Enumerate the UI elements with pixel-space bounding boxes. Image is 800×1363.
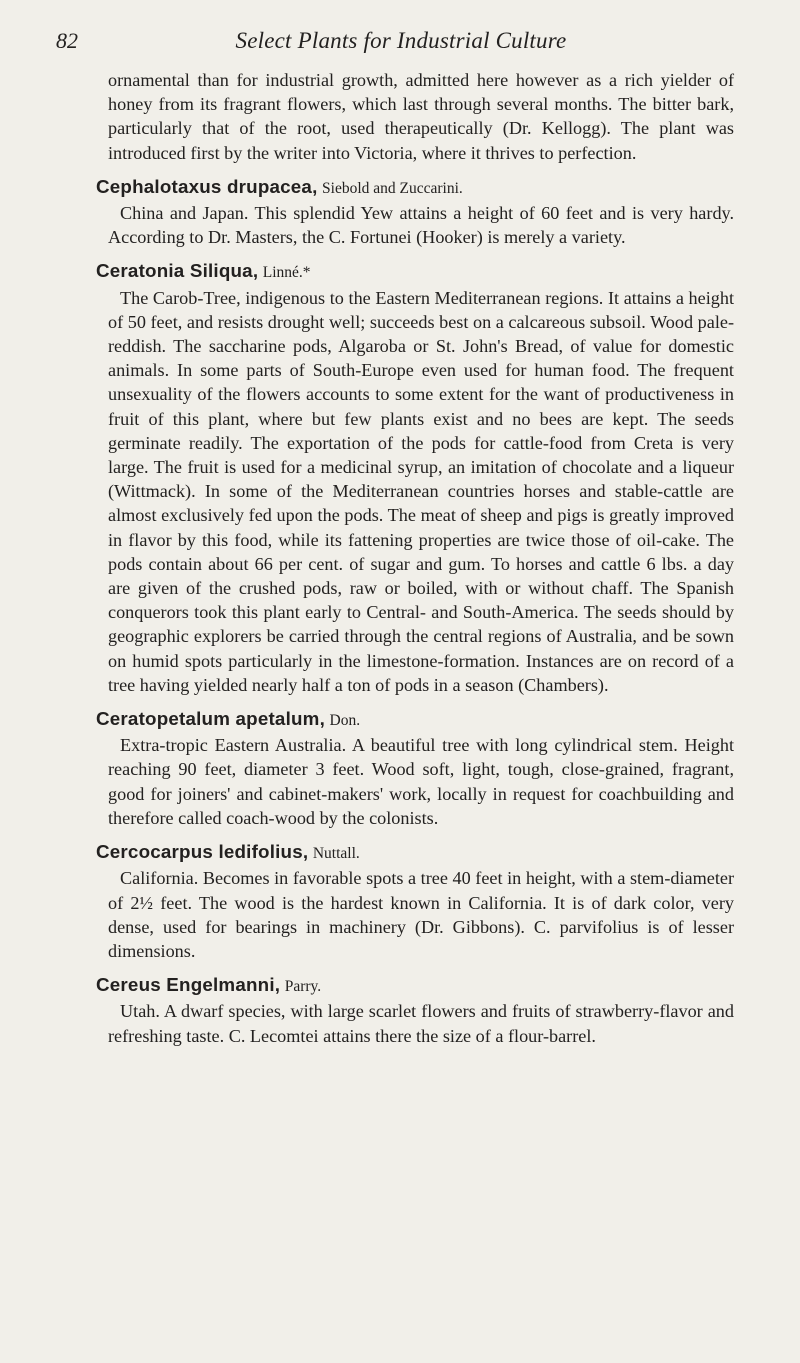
species-name: Ceratopetalum apetalum, (96, 708, 325, 730)
continued-paragraph: ornamental than for industrial growth, admitted here however as a rich yielder of honey from its fragrant flowers, which last through several months. The bitter bark, particularly that of the root, used therapeutically (Dr. Kellogg). The plant was introduced first by the writer into Victoria, where it thrives to perfection. (108, 70, 734, 163)
species-authority: Linné.* (262, 264, 311, 282)
entry-description: Extra-tropic Eastern Australia. A beautiful tree with long cylindrical stem. Height reaching 90 feet, diameter 3 feet. Wood soft, light, tough, close-grained, fragrant, good for joiners' and cabinet-makers' work, locally in request for coachbuilding and therefore called coach-wood by the colonists. (108, 735, 734, 828)
entry-description: California. Becomes in favorable spots a tree 40 feet in height, with a stem-diameter of 2½ feet. The wood is the hardest known in California. It is of dark color, very dense, used for bearings in machinery (Dr. Gibbons). C. parvifolius is of lesser dimensions. (108, 868, 734, 961)
species-name: Cephalotaxus drupacea, (96, 175, 318, 197)
entry-description: China and Japan. This splendid Yew attains a height of 60 feet and is very hardy. According to Dr. Masters, the C. Fortunei (Hooker) is merely a variety. (108, 203, 734, 248)
plant-entry-cephalotaxus (96, 175, 734, 250)
species-name: Cereus Engelmanni, (96, 974, 281, 996)
plant-entry-cereus (96, 973, 734, 1048)
page-number: 82 (56, 28, 78, 53)
species-authority: Don. (329, 712, 361, 730)
entry-description: Utah. A dwarf species, with large scarlet flowers and fruits of strawberry-flavor and refreshing taste. C. Lecomtei attains there the size of a flour-barrel. (108, 1001, 734, 1046)
entry-heading (96, 707, 734, 733)
species-name: Ceratonia Siliqua, (96, 260, 259, 282)
page-header (56, 28, 746, 60)
species-authority: Siebold and Zuccarini. (322, 179, 463, 197)
plant-entry-ceratopetalum (96, 707, 734, 830)
entry-heading (96, 973, 734, 999)
running-title: Select Plants for Industrial Culture (235, 28, 567, 53)
species-name: Cercocarpus ledifolius, (96, 841, 309, 863)
entry-heading (96, 175, 734, 201)
plant-entry-cercocarpus (96, 840, 734, 963)
species-authority: Nuttall. (312, 845, 360, 863)
entry-description: The Carob-Tree, indigenous to the Eastern Mediterranean regions. It attains a height of 50 feet, and resists drought well; succeeds best on a calcareous subsoil. Wood pale-reddish. The saccharine pods, Algaroba or St. John's Bread, of value for domestic animals. In some parts of South-Europe even used for human food. The frequent unsexuality of the flowers accounts to some extent for the want of productiveness in fruit of this plant, where but few plants exist and no bees are kept. The seeds germinate readily. The exportation of the pods for cattle-food from Creta is very large. The fruit is used for a medicinal syrup, an imitation of chocolate and a liqueur (Wittmack). In some of the Mediterranean countries horses and stable-cattle are almost exclusively fed upon the pods. The meat of sheep and pigs is greatly improved in flavor by this food, while its fattening properties are twice those of oil-cake. The pods contain about 66 per cent. of sugar and gum. To horses and cattle 6 lbs. a day are given of the crushed pods, raw or boiled, with or without chaff. The Spanish conquerors took this plant early to Central- and South-America. The seeds should by geographic explorers be carried through the central regions of Australia, and be sown on humid spots particularly in the limestone-formation. Instances are on record of a tree having yielded nearly half a ton of pods in a season (Chambers). (108, 287, 734, 695)
page-body (96, 68, 734, 1048)
entry-heading (96, 259, 734, 285)
species-authority: Parry. (284, 978, 322, 996)
plant-entry-ceratonia (96, 259, 734, 697)
entry-heading (96, 840, 734, 866)
